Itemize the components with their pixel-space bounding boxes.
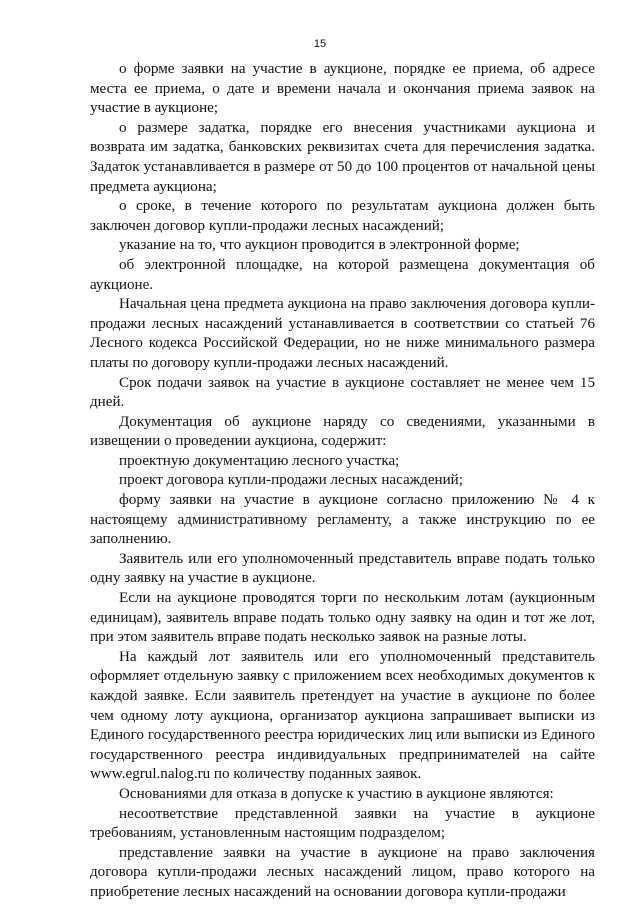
paragraph: Документация об аукционе наряду со сведениями, указанными в извещении о проведении аукциона, содержит: xyxy=(90,413,595,450)
paragraph: Если на аукционе проводятся торги по нескольким лотам (аукционным единицам), заявитель вправе подать только одну заявку на один и тот же лот, при этом заявитель вправе подать несколько заявок на разные лоты. xyxy=(90,590,595,646)
paragraph: На каждый лот заявитель или его уполномоченный представитель оформляет отдельную заявку с приложением всех необходимых документов к каждой заявке. Если заявитель претендует на участие в аукционе по более чем одному лоту аукциона, организатор аукциона запрашивает выписки из Единого государственного реестра юридических лиц или выписки из Единого государственного реестра индивидуальных предпринимателей на сайте www.egrul.nalog.ru по количеству поданных заявок. xyxy=(90,648,595,783)
paragraph: проект договора купли-продажи лесных насаждений; xyxy=(119,472,463,489)
paragraph: форму заявки на участие в аукционе согласно приложению № 4 к настоящему административному регламенту, а также инструкцию по ее заполнению. xyxy=(90,492,595,548)
paragraph: проектную документацию лесного участка; xyxy=(119,452,400,469)
paragraph: представление заявки на участие в аукционе на право заключения договора купли-продажи лесных насаждений лицом, право которого на приобретение лесных насаждений на основании договора купли-продажи xyxy=(90,844,595,900)
paragraph: Срок подачи заявок на участие в аукционе составляет не менее чем 15 дней. xyxy=(90,374,595,411)
paragraph: Начальная цена предмета аукциона на право заключения договора купли-продажи лесных насаждений устанавливается в соответствии со статьей 76 Лесного кодекса Российской Федерации, но не ниже минимального размера платы по договору купли-продажи лесных насаждений. xyxy=(90,296,595,371)
paragraph: об электронной площадке, на которой размещена документация об аукционе. xyxy=(90,256,595,293)
paragraph: Заявитель или его уполномоченный представитель вправе подать только одну заявку на участие в аукционе. xyxy=(90,550,595,587)
paragraph: о форме заявки на участие в аукционе, порядке ее приема, об адресе места ее приема, о дате и времени начала и окончания приема заявок на участие в аукционе; xyxy=(90,61,595,117)
paragraph: о размере задатка, порядке его внесения участниками аукциона и возврата им задатка, банковских реквизитах счета для перечисления задатка. Задаток устанавливается в размере от 50 до 100 процентов от начальной цены предмета аукциона; xyxy=(90,119,595,195)
paragraph: Основаниями для отказа в допуске к участию в аукционе являются: xyxy=(119,785,554,802)
paragraph: о сроке, в течение которого по результатам аукциона должен быть заключен договор купли-продажи лесных насаждений; xyxy=(90,198,595,234)
document-body xyxy=(90,60,595,903)
paragraph: несоответствие представленной заявки на участие в аукционе требованиям, установленным настоящим подразделом; xyxy=(90,805,595,842)
page-number: 15 xyxy=(313,38,327,50)
paragraph: указание на то, что аукцион проводится в электронной форме; xyxy=(119,237,520,254)
